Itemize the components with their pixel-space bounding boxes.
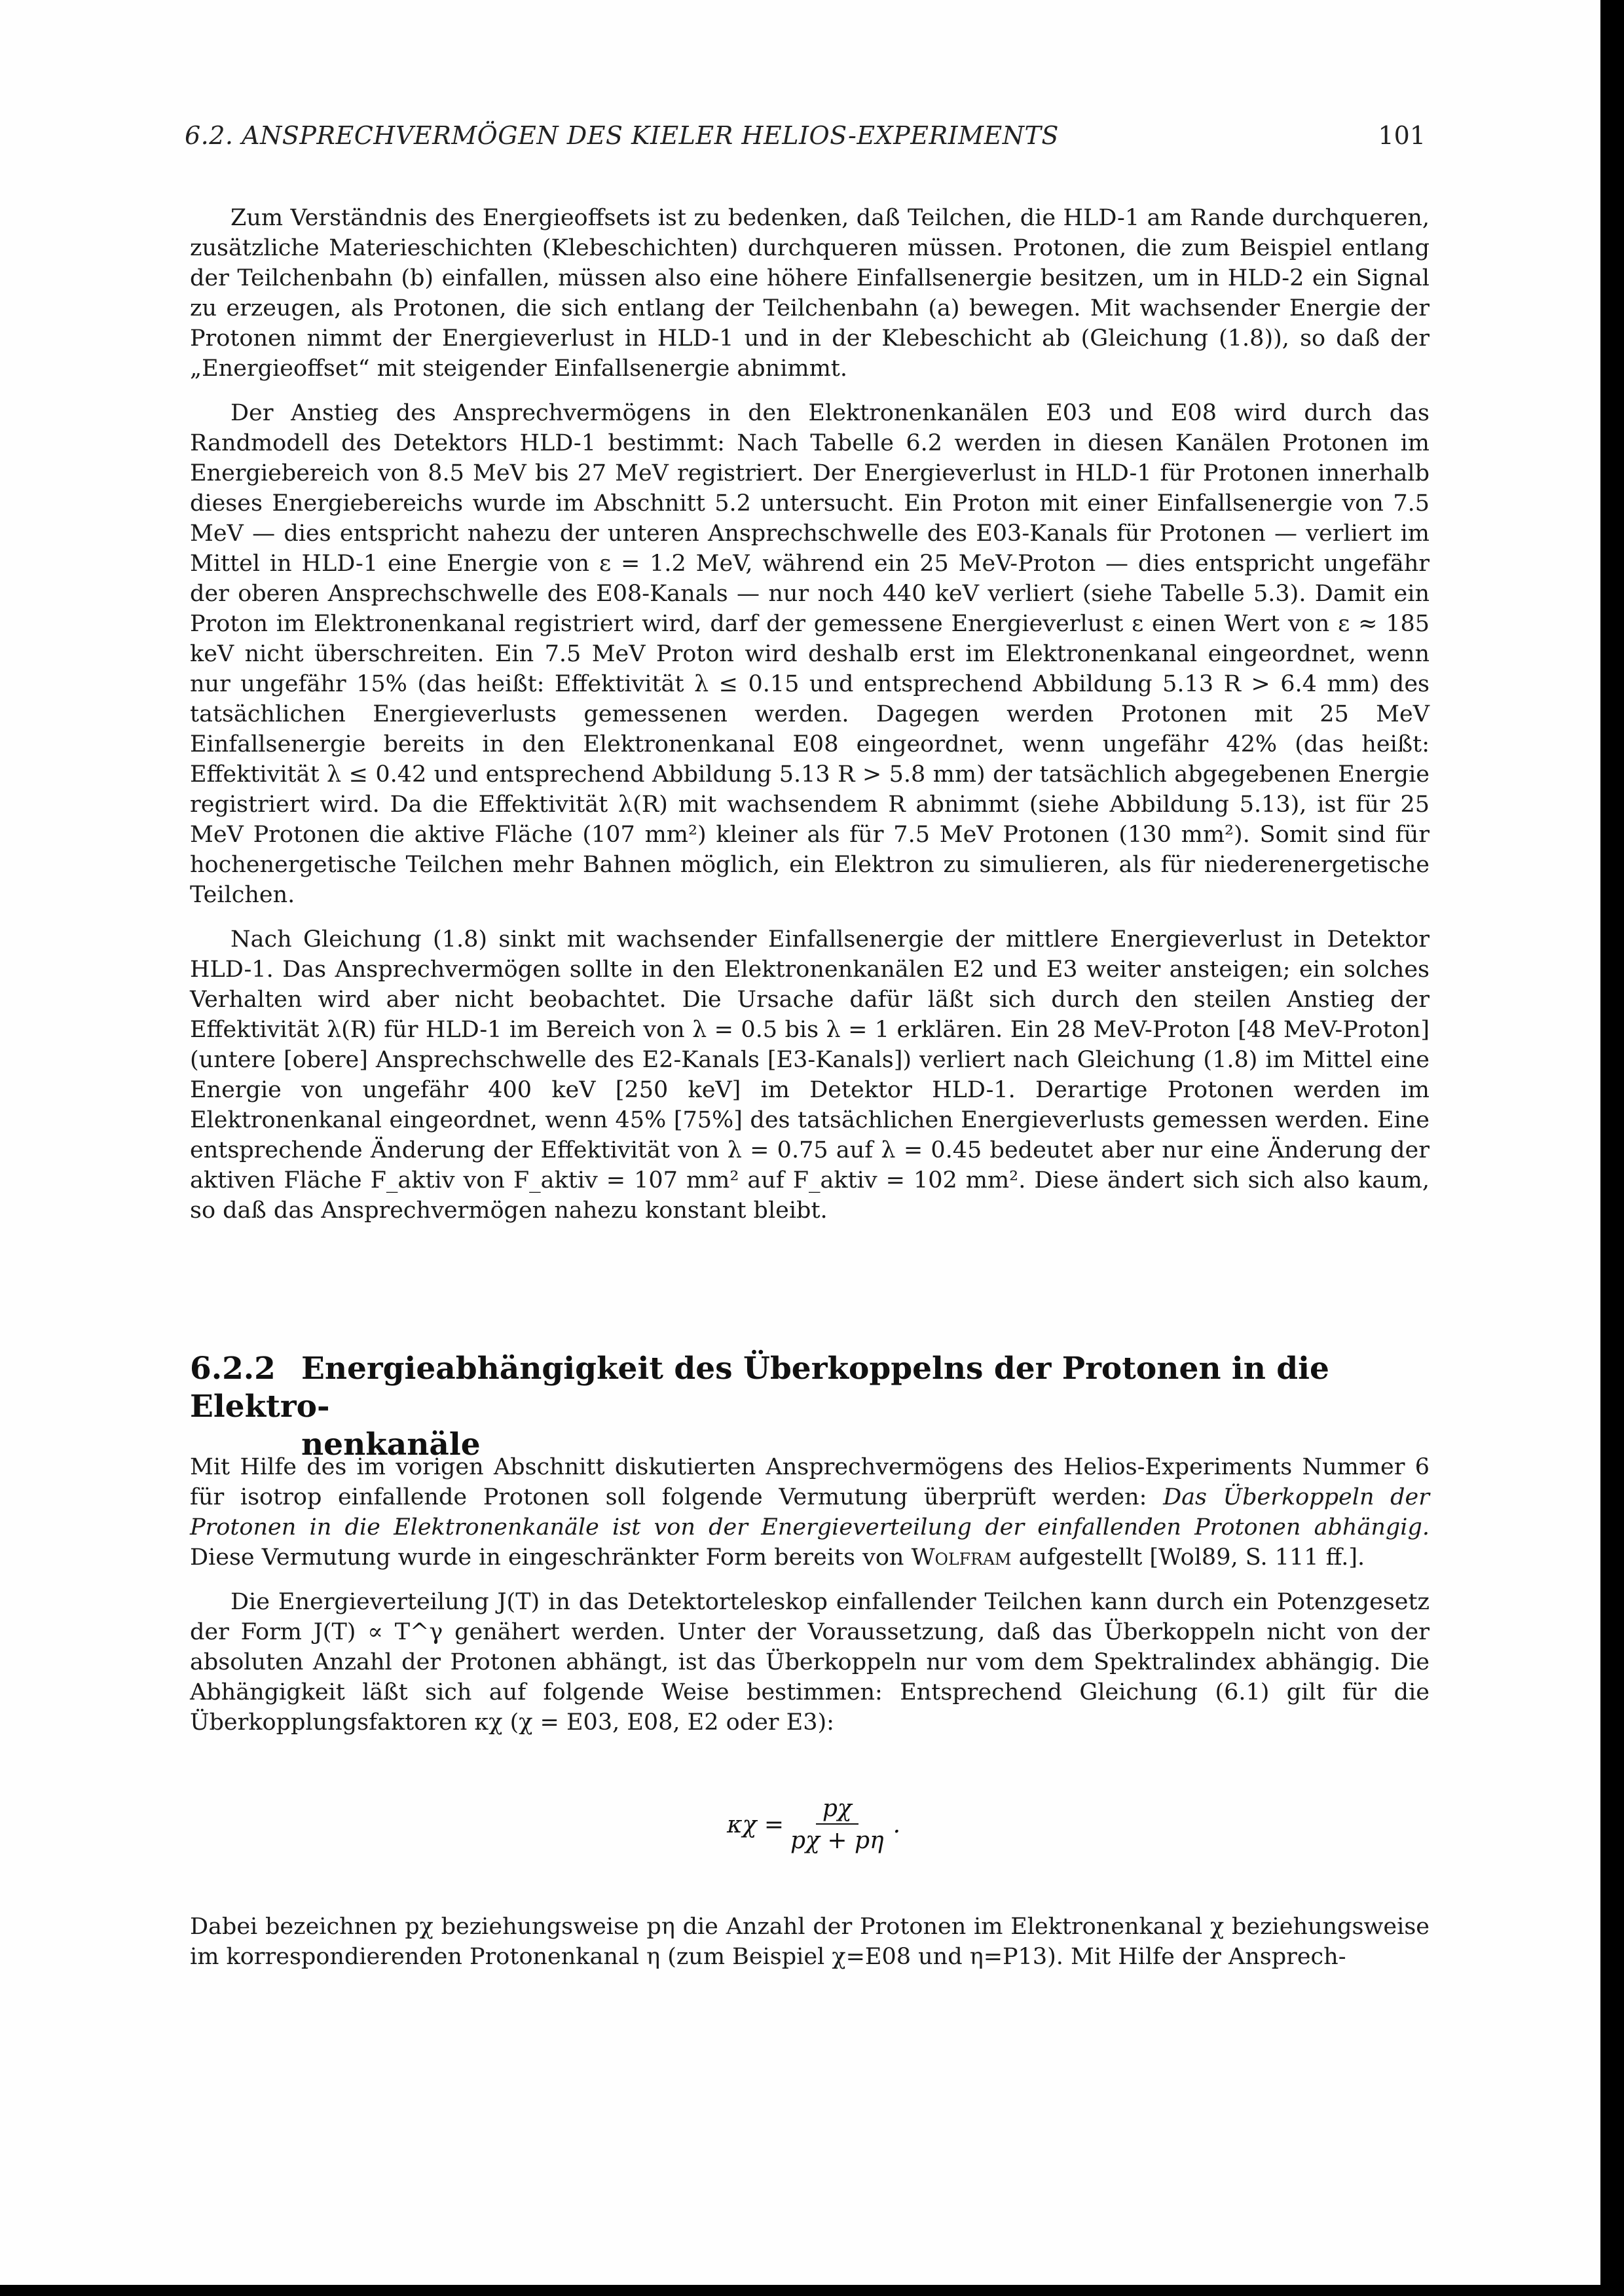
running-header: 6.2. ANSPRECHVERMÖGEN DES KIELER HELIOS-EXPERIMENTS — [185, 121, 1059, 150]
equation-denominator: pχ + pη — [790, 1827, 884, 1854]
paragraph-dabei: Dabei bezeichnen pχ beziehungsweise pη die Anzahl der Protonen im Elektronenkanal χ beziehungsweise im korrespondierenden Protonenkanal η (zum Beispiel χ=E08 und η=P13). Mit Hilfe der Ansprech- — [190, 1914, 1430, 1970]
equation-kappa — [727, 1795, 900, 1854]
paragraph-anstieg: Der Anstieg des Ansprechvermögens in den Elektronenkanälen E03 und E08 wird durch das Randmodell des Detektors HLD-1 bestimmt: Nach Tabelle 6.2 werden in diesen Kanälen Protonen im Energiebereich von 8.5 MeV bis 27 MeV registriert. Der Energieverlust in HLD-1 für Protonen innerhalb dieses Energiebereichs wurde im Abschnitt 5.2 untersucht. Ein Proton mit einer Einfallsenergie von 7.5 MeV — dies entspricht nahezu der unteren Ansprechschwelle des E03-Kanals für Protonen — verliert im Mittel in HLD-1 eine Energie von ε = 1.2 MeV, während ein 25 MeV-Proton — dies entspricht ungefähr der oberen Ansprechschwelle des E08-Kanals — nur noch 440 keV verliert (siehe Tabelle 5.3). Damit ein Proton im Elektronenkanal registriert wird, darf der gemessene Energieverlust ε einen Wert von ε ≈ 185 keV nicht überschreiten. Ein 7.5 MeV Proton wird deshalb erst im Elektronenkanal eingeordnet, wenn nur ungefähr 15% (das heißt: Effektivität λ ≤ 0.15 und entsprechend Abbildung 5.13 R > 6.4 mm) des tatsächlichen Energieverlusts gemessenen werden. Dagegen werden Protonen mit 25 MeV Einfallsenergie bereits in den Elektronenkanal E08 eingeordnet, wenn ungefähr 42% (das heißt: Effektivität λ ≤ 0.42 und entsprechend Abbildung 5.13 R > 5.8 mm) der tatsächlich abgegebenen Energie registriert wird. Da die Effektivität λ(R) mit wachsendem R abnimmt (siehe Abbildung 5.13), ist für 25 MeV Protonen die aktive Fläche (107 mm²) kleiner als für 7.5 MeV Protonen (130 mm²). Somit sind für hochenergetische Teilchen mehr Bahnen möglich, ein Elektron zu simulieren, als für niederenergetische Teilchen. — [190, 400, 1430, 908]
text-run: Mit Hilfe des im vorigen Abschnitt diskutierten Ansprechvermögens des Helios-Experiments Nummer 6 für isotrop einfallende Protonen soll folgende Vermutung überprüft werden: — [190, 1454, 1430, 1510]
emphasis-hypothesis: Das Überkoppeln der Protonen in die Elektronenkanäle ist von der Energieverteilung der einfallenden Protonen abhängig. — [190, 1484, 1430, 1540]
body-text-622 — [190, 1452, 1430, 1752]
text-run: Diese Vermutung wurde in eingeschränkter Form bereits von — [190, 1544, 912, 1571]
author-name: Wolfram — [911, 1544, 1012, 1571]
paragraph-energieverteilung: Die Energieverteilung J(T) in das Detektorteleskop einfallender Teilchen kann durch ein Potenzgesetz der Form J(T) ∝ T^γ genähert werden. Unter der Voraussetzung, daß das Überkoppeln nicht von der absoluten Anzahl der Protonen abhängt, ist das Überkoppeln nur vom dem Spektralindex abhängig. Die Abhängigkeit läßt sich auf folgende Weise bestimmen: Entsprechend Gleichung (6.1) gilt für die Überkopplungsfaktoren κχ (χ = E03, E08, E2 oder E3): — [190, 1589, 1430, 1736]
equation-lhs: κχ = — [727, 1811, 784, 1838]
paragraph-gleichung: Nach Gleichung (1.8) sinkt mit wachsender Einfallsenergie der mittlere Energieverlust in Detektor HLD-1. Das Ansprechvermögen sollte in den Elektronenkanälen E2 und E3 weiter ansteigen; ein solches Verhalten wird aber nicht beobachtet. Die Ursache dafür läßt sich durch den steilen Anstieg der Effektivität λ(R) für HLD-1 im Bereich von λ = 0.5 bis λ = 1 erklären. Ein 28 MeV-Proton [48 MeV-Proton] (untere [obere] Ansprechschwelle des E2-Kanals [E3-Kanals]) verliert nach Gleichung (1.8) im Mittel eine Energie von ungefähr 400 keV [250 keV] im Detektor HLD-1. Derartige Protonen werden im Elektronenkanal eingeordnet, wenn 45% [75%] des tatsächlichen Energieverlusts gemessen werden. Eine entsprechende Änderung der Effektivität von λ = 0.75 auf λ = 0.45 bedeutet aber nur eine Änderung der aktiven Fläche F_aktiv von F_aktiv = 107 mm² auf F_aktiv = 102 mm². Diese ändert sich sich also kaum, so daß das Ansprechvermögen nahezu konstant bleibt. — [190, 926, 1430, 1224]
section-number: 6.2.2 — [190, 1351, 276, 1387]
paragraph-energieoffset: Zum Verständnis des Energieoffsets ist zu bedenken, daß Teilchen, die HLD-1 am Rande durchqueren, zusätzliche Materieschichten (Klebeschichten) durchqueren müssen. Protonen, die zum Beispiel entlang der Teilchenbahn (b) einfallen, müssen also eine höhere Einfallsenergie besitzen, um in HLD-2 ein Signal zu erzeugen, als Protonen, die sich entlang der Teilchenbahn (a) bewegen. Mit wachsender Energie der Protonen nimmt der Energieverlust in HLD-1 und in der Klebeschicht ab (Gleichung (1.8)), so daß der „Energieoffset“ mit steigender Einfallsenergie abnimmt. — [190, 205, 1430, 382]
text-run: aufgestellt [Wol89, S. 111 ff.]. — [1011, 1544, 1365, 1571]
equation-period: . — [893, 1811, 901, 1838]
section-title-line2: nenkanäle — [301, 1427, 481, 1463]
paragraph-vermutung — [190, 1452, 1430, 1573]
section-heading-622 — [190, 1350, 1434, 1464]
page-number: 101 — [1378, 121, 1426, 150]
section-title-line1: Energieabhängigkeit des Überkoppelns der Protonen in die Elektro- — [190, 1351, 1329, 1425]
equation-numerator: pχ — [816, 1795, 858, 1825]
body-text-bottom — [190, 1912, 1430, 1986]
equation-fraction — [790, 1795, 884, 1854]
body-text-top — [190, 203, 1430, 1240]
